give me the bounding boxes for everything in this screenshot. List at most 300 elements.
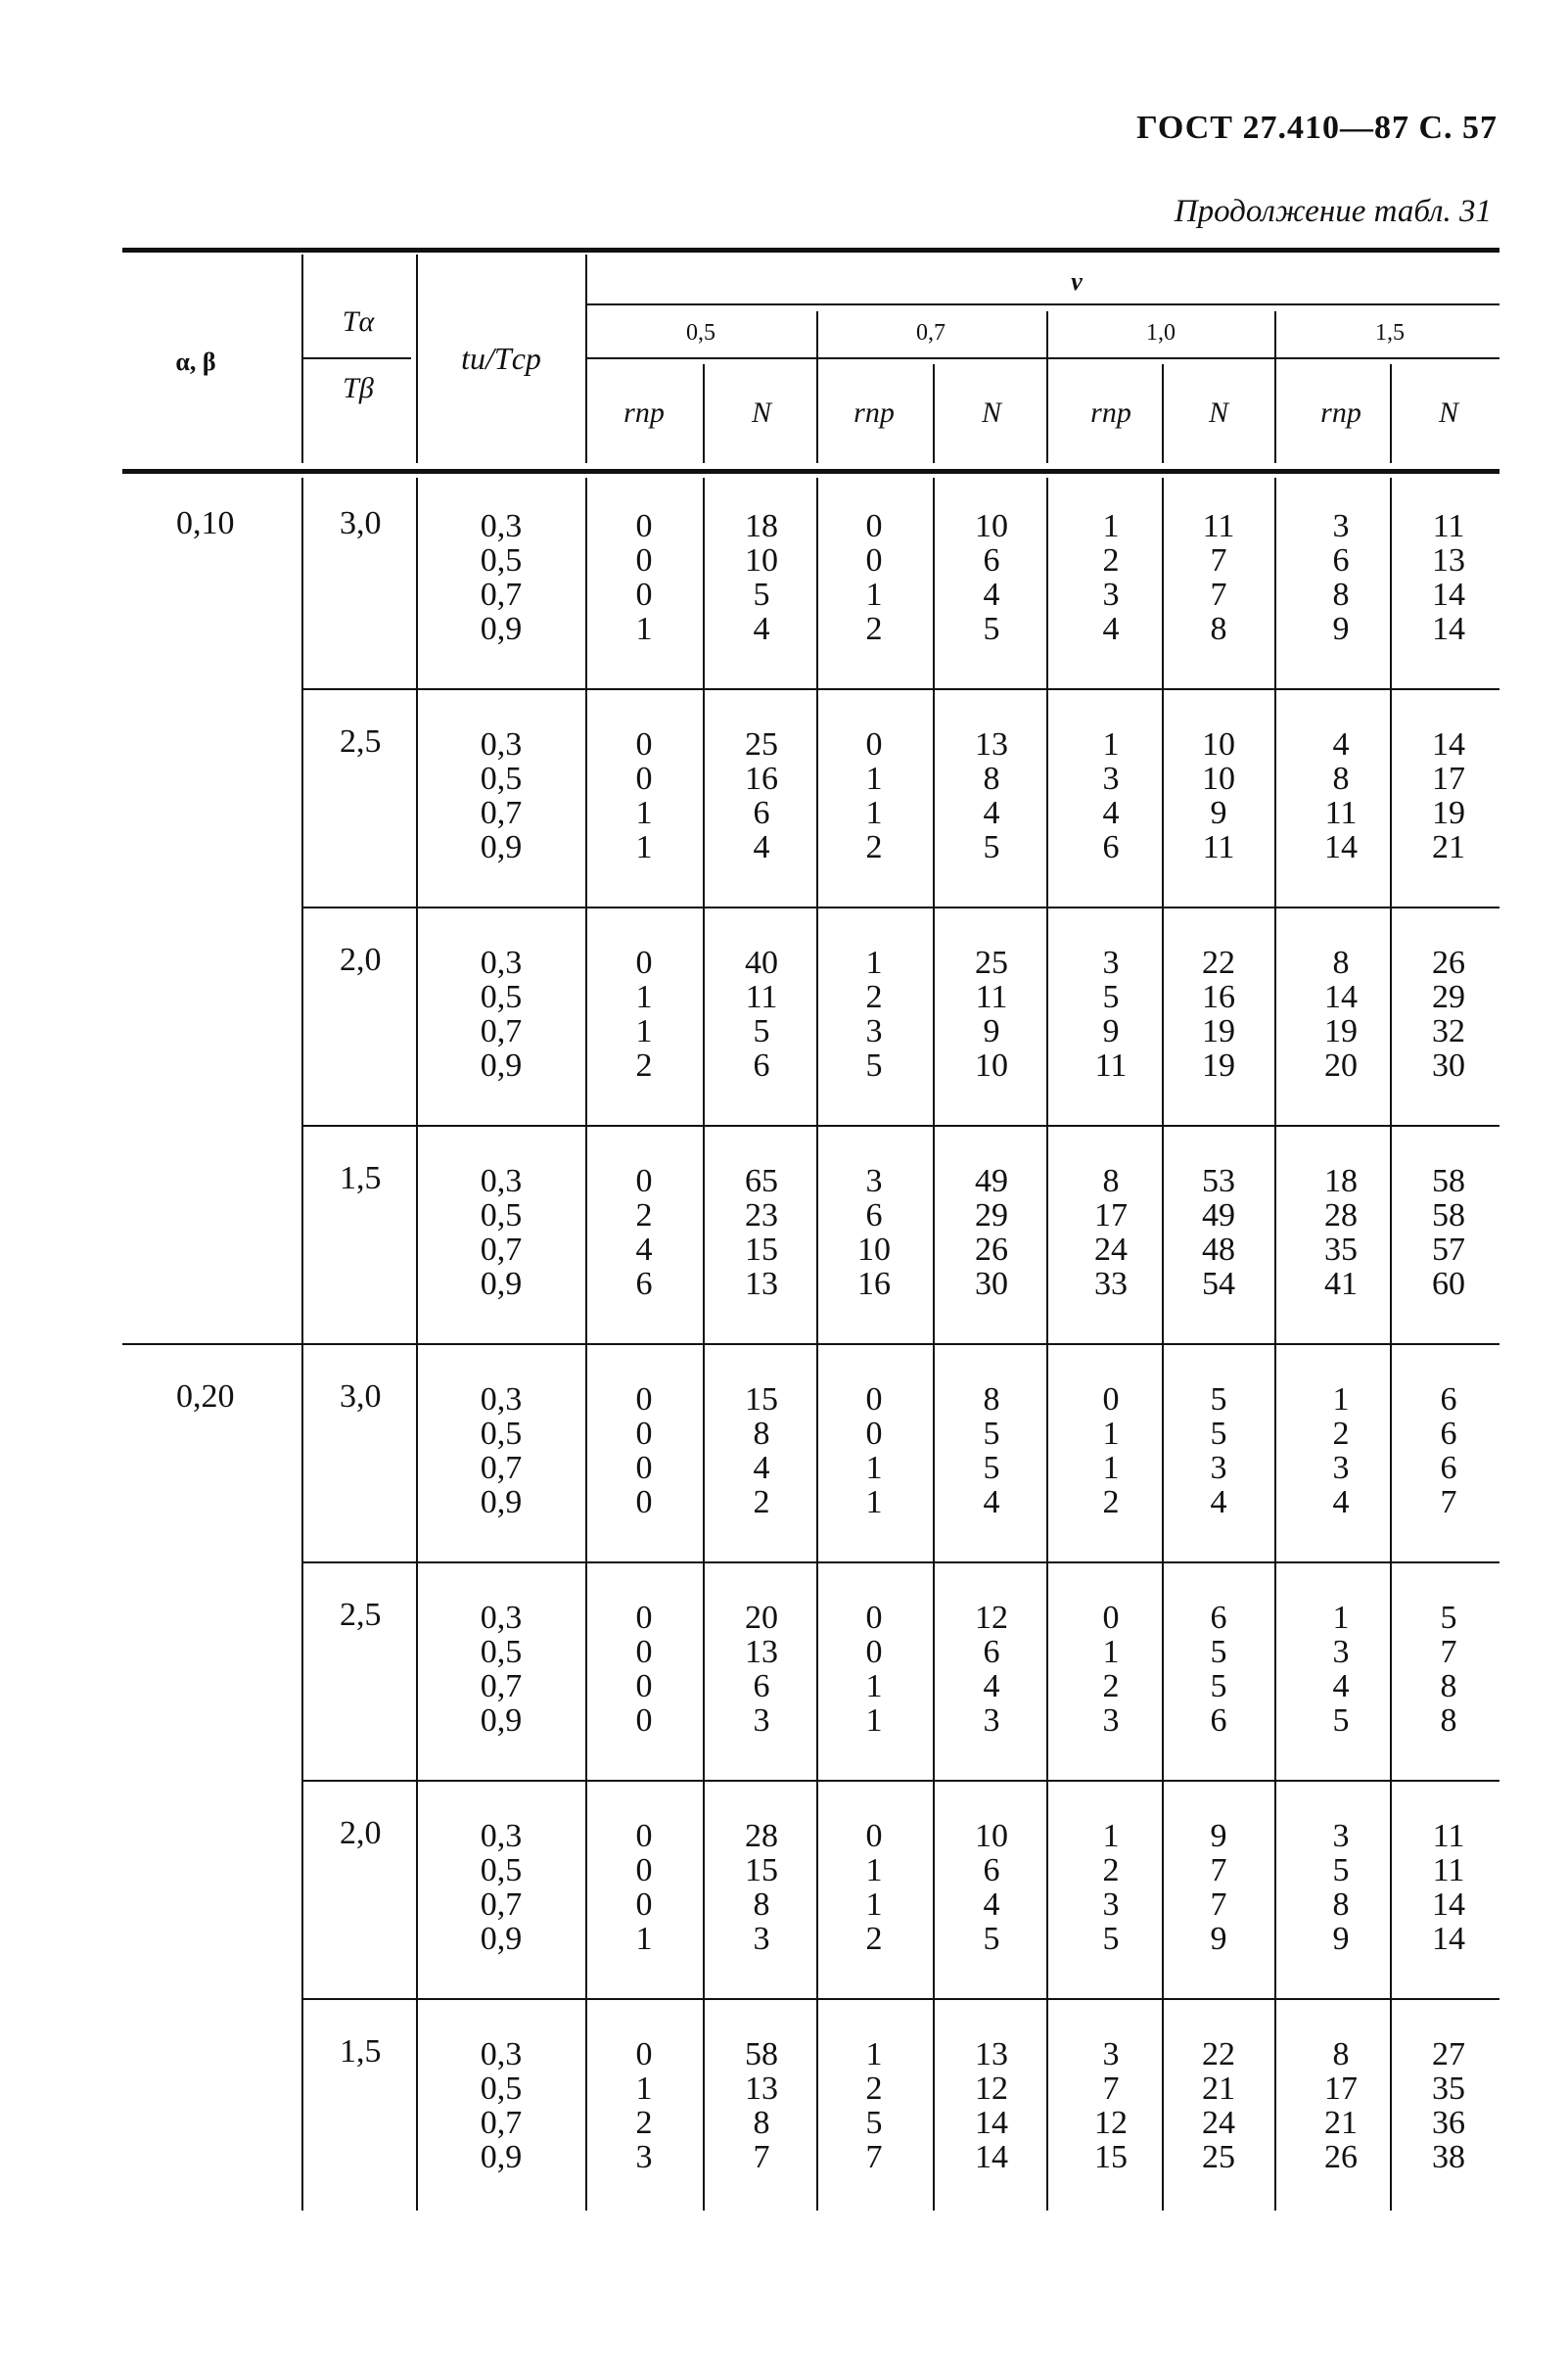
table-cell: 57 [1432,1232,1465,1268]
table-cell: 3 [1332,1818,1350,1854]
table-cell: 7 [1210,1852,1227,1888]
table-cell: 0 [635,1702,653,1739]
column-divider [301,478,303,2211]
n-column [722,1601,801,1738]
table-cell: 3 [1102,577,1120,613]
table-cell: 26 [1432,945,1465,981]
n-header: N [751,396,772,429]
table-cell: 8 [753,1886,770,1923]
table-cell: 11 [1094,1047,1128,1084]
table-cell: 49 [1202,1197,1235,1234]
table-cell: 0 [635,1600,653,1636]
table-cell: 18 [745,508,778,544]
table-cell: 0 [865,1416,883,1452]
table-cell: 7 [1210,542,1227,579]
table-cell: 0 [635,1818,653,1854]
n-column [722,727,801,864]
table-cell: 6 [1210,1702,1227,1739]
n-column [1179,727,1258,864]
ti-tsr-value: 0,9 [480,1484,523,1520]
ti-tsr-column [462,1382,540,1519]
table-cell: 8 [1440,1668,1457,1704]
table-cell: 0 [865,1634,883,1670]
table-cell: 15 [745,1852,778,1888]
table-cell: 11 [975,979,1008,1015]
table-cell: 1 [865,1702,883,1739]
ti-tsr-value: 0,7 [480,1886,523,1923]
r-pr-column [1302,1382,1380,1519]
v-value-header: 0,5 [686,320,715,346]
n-column [952,1164,1031,1301]
table-cell: 35 [1324,1232,1358,1268]
table-cell: 3 [865,1163,883,1199]
table-cell: 25 [1202,2139,1235,2175]
page-header: ГОСТ 27.410—87 С. 57 [1136,110,1498,146]
n-column [1179,1601,1258,1738]
tratio-value: 3,0 [340,1378,382,1415]
ti-tsr-value: 0,9 [480,1047,523,1084]
r-pr-column [1302,1164,1380,1301]
rule-line [301,688,1499,690]
tratio-value: 2,0 [340,1815,382,1851]
table-cell: 11 [1432,508,1465,544]
column-divider [416,478,418,2211]
table-cell: 1 [1102,1634,1120,1670]
table-cell: 5 [1210,1381,1227,1418]
ti-tsr-value: 0,5 [480,1634,523,1670]
table-cell: 1 [1102,1818,1120,1854]
table-cell: 2 [635,1047,653,1084]
table-cell: 1 [635,1013,653,1049]
r-pr-column [605,1601,683,1738]
table-cell: 3 [635,2139,653,2175]
table-cell: 6 [865,1197,883,1234]
table-cell: 8 [1332,945,1350,981]
table-cell: 2 [1102,1484,1120,1520]
table-cell: 0 [635,1852,653,1888]
r-pr-column [835,1819,913,1956]
table-cell: 1 [865,761,883,797]
table-cell: 6 [635,1266,653,1302]
table-cell: 0 [865,1818,883,1854]
table-cell: 17 [1324,2071,1358,2107]
tratio-value: 1,5 [340,1160,382,1196]
n-column [1409,1819,1488,1956]
table-cell: 2 [1102,1668,1120,1704]
table-cell: 4 [1102,611,1120,647]
n-column [1409,1382,1488,1519]
ti-tsr-value: 0,5 [480,542,523,579]
rule-line [122,469,1499,474]
table-cell: 6 [1440,1416,1457,1452]
table-cell: 4 [983,1484,1000,1520]
table-cell: 6 [753,1047,770,1084]
table-cell: 26 [975,1232,1008,1268]
table-cell: 5 [1332,1852,1350,1888]
table-cell: 2 [865,979,883,1015]
table-cell: 7 [1210,577,1227,613]
table-cell: 16 [857,1266,891,1302]
ti-tsr-value: 0,5 [480,979,523,1015]
rule-line [301,1780,1499,1782]
table-cell: 30 [1432,1047,1465,1084]
ti-tsr-column [462,2037,540,2174]
table-cell: 30 [975,1266,1008,1302]
table-cell: 3 [1102,2036,1120,2072]
table-cell: 7 [753,2139,770,2175]
table-cell: 60 [1432,1266,1465,1302]
table-cell: 5 [753,577,770,613]
table-cell: 14 [1324,979,1358,1015]
n-column [1179,2037,1258,2174]
n-column [1179,1382,1258,1519]
table-cell: 2 [865,2071,883,2107]
table-cell: 9 [1332,1921,1350,1957]
table-cell: 65 [745,1163,778,1199]
ti-tsr-column [462,1819,540,1956]
table-cell: 8 [753,2105,770,2141]
table-cell: 9 [1210,795,1227,831]
r-pr-column [835,2037,913,2174]
table-cell: 5 [1440,1600,1457,1636]
table-cell: 25 [975,945,1008,981]
table-cell: 12 [975,2071,1008,2107]
ti-tsr-value: 0,9 [480,611,523,647]
column-header-alpha-beta: α, β [175,348,216,376]
table-cell: 41 [1324,1266,1358,1302]
table-cell: 9 [1210,1818,1227,1854]
ti-tsr-value: 0,7 [480,795,523,831]
table-cell: 3 [1210,1450,1227,1486]
table-cell: 14 [1432,726,1465,763]
n-column [952,1819,1031,1956]
alpha-beta-value: 0,20 [176,1378,235,1415]
rule-line [122,248,1499,253]
table-cell: 16 [745,761,778,797]
n-column [952,2037,1031,2174]
rule-line [585,303,1499,305]
ti-tsr-value: 0,7 [480,1013,523,1049]
table-cell: 3 [1332,1634,1350,1670]
ti-tsr-value: 0,7 [480,577,523,613]
table-cell: 1 [635,829,653,865]
table-cell: 14 [1432,1921,1465,1957]
table-cell: 0 [865,508,883,544]
table-cell: 8 [983,1381,1000,1418]
table-cell: 4 [983,1668,1000,1704]
table-cell: 8 [1210,611,1227,647]
table-cell: 6 [983,542,1000,579]
table-cell: 1 [865,1668,883,1704]
table-cell: 17 [1432,761,1465,797]
table-cell: 2 [635,1197,653,1234]
table-cell: 14 [975,2139,1008,2175]
n-column [1409,727,1488,864]
r-pr-column [1072,1164,1150,1301]
table-cell: 5 [1102,979,1120,1015]
table-cell: 6 [1440,1450,1457,1486]
table-cell: 11 [1432,1852,1465,1888]
table-cell: 9 [1102,1013,1120,1049]
column-divider [585,255,587,463]
table-cell: 33 [1094,1266,1128,1302]
table-cell: 10 [975,1818,1008,1854]
ti-tsr-value: 0,5 [480,1197,523,1234]
table-cell: 5 [983,1416,1000,1452]
table-cell: 0 [635,1416,653,1452]
ti-tsr-value: 0,3 [480,1818,523,1854]
r-pr-column [605,509,683,646]
table-cell: 2 [865,1921,883,1957]
table-cell: 0 [865,1381,883,1418]
ti-tsr-value: 0,7 [480,1232,523,1268]
rule-line [301,357,411,359]
table-cell: 0 [865,1600,883,1636]
table-cell: 0 [635,726,653,763]
table-cell: 6 [753,795,770,831]
table-cell: 7 [1102,2071,1120,2107]
table-cell: 4 [753,829,770,865]
table-cell: 1 [635,611,653,647]
table-cell: 9 [983,1013,1000,1049]
table-cell: 17 [1094,1197,1128,1234]
table-cell: 4 [983,1886,1000,1923]
r-pr-column [605,727,683,864]
table-cell: 8 [1332,1886,1350,1923]
rule-line [301,1998,1499,2000]
table-cell: 5 [1210,1668,1227,1704]
table-cell: 0 [635,1886,653,1923]
n-column [952,509,1031,646]
table-cell: 40 [745,945,778,981]
column-divider [1162,364,1164,463]
column-divider [1390,364,1392,463]
ti-tsr-value: 0,9 [480,2139,523,2175]
table-cell: 5 [1102,1921,1120,1957]
table-cell: 13 [745,1266,778,1302]
alpha-beta-value: 0,10 [176,505,235,541]
table-cell: 14 [1432,611,1465,647]
table-cell: 54 [1202,1266,1235,1302]
table-cell: 26 [1324,2139,1358,2175]
table-cell: 13 [1432,542,1465,579]
table-cell: 0 [635,1381,653,1418]
table-cell: 1 [635,1921,653,1957]
table-cell: 4 [1210,1484,1227,1520]
table-cell: 14 [975,2105,1008,2141]
table-cell: 8 [753,1416,770,1452]
column-header-t-beta: Tβ [343,372,374,404]
rule-line [585,357,1499,359]
table-cell: 49 [975,1163,1008,1199]
table-cell: 16 [1202,979,1235,1015]
v-value-header: 0,7 [916,320,945,346]
r-pr-column [835,946,913,1083]
table-cell: 38 [1432,2139,1465,2175]
table-cell: 15 [745,1232,778,1268]
table-cell: 0 [635,1634,653,1670]
table-cell: 7 [865,2139,883,2175]
table-cell: 48 [1202,1232,1235,1268]
table-cell: 4 [1332,1668,1350,1704]
table-cell: 12 [1094,2105,1128,2141]
table-cell: 1 [1102,1450,1120,1486]
column-divider [1390,478,1392,2211]
r-pr-column [1302,727,1380,864]
tratio-value: 1,5 [340,2033,382,2070]
r-pr-column [605,1819,683,1956]
column-divider [1046,478,1048,2211]
r-pr-column [1302,1601,1380,1738]
r-pr-column [1072,1382,1150,1519]
r-pr-column [1072,2037,1150,2174]
table-cell: 29 [1432,979,1465,1015]
table-cell: 0 [635,945,653,981]
table-cell: 10 [745,542,778,579]
n-column [1409,946,1488,1083]
table-cell: 22 [1202,945,1235,981]
table-cell: 4 [1332,1484,1350,1520]
rule-line [301,1125,1499,1127]
table-cell: 24 [1202,2105,1235,2141]
n-column [1409,1164,1488,1301]
n-column [952,1382,1031,1519]
table-cell: 1 [865,1484,883,1520]
table-cell: 20 [745,1600,778,1636]
table-cell: 0 [1102,1600,1120,1636]
table-cell: 58 [1432,1163,1465,1199]
n-column [1179,946,1258,1083]
table-cell: 14 [1324,829,1358,865]
tratio-value: 2,5 [340,723,382,760]
table-cell: 1 [865,945,883,981]
table-cell: 14 [1432,1886,1465,1923]
r-pr-column [1072,509,1150,646]
table-cell: 11 [1432,1818,1465,1854]
r-pr-column [605,1382,683,1519]
r-pr-column [1072,727,1150,864]
ti-tsr-value: 0,5 [480,1852,523,1888]
table-cell: 8 [1332,2036,1350,2072]
table-cell: 8 [1332,761,1350,797]
ti-tsr-value: 0,5 [480,2071,523,2107]
n-column [722,509,801,646]
n-header: N [1208,396,1229,429]
ti-tsr-value: 0,3 [480,2036,523,2072]
column-divider [416,255,418,463]
table-cell: 23 [745,1197,778,1234]
column-divider [703,478,705,2211]
table-cell: 5 [983,611,1000,647]
table-cell: 13 [975,726,1008,763]
n-column [1179,1164,1258,1301]
table-cell: 10 [857,1232,891,1268]
ti-tsr-value: 0,5 [480,1416,523,1452]
r-pr-header: rпр [853,396,895,429]
tratio-value: 2,5 [340,1597,382,1633]
r-pr-column [1302,946,1380,1083]
table-cell: 21 [1202,2071,1235,2107]
n-column [722,2037,801,2174]
table-cell: 6 [983,1634,1000,1670]
rule-line [301,1561,1499,1563]
table-cell: 36 [1432,2105,1465,2141]
table-continuation-caption: Продолжение табл. 31 [1174,194,1492,229]
r-pr-header: rпр [1320,396,1361,429]
r-pr-column [1072,946,1150,1083]
n-column [1179,509,1258,646]
table-cell: 1 [1102,508,1120,544]
table-cell: 3 [1332,508,1350,544]
table-cell: 3 [1102,1702,1120,1739]
column-header-t-alpha: Tα [342,305,375,338]
rule-line [122,1343,1499,1345]
table-cell: 0 [635,508,653,544]
table-cell: 14 [1432,577,1465,613]
table-cell: 10 [1202,726,1235,763]
table-cell: 24 [1094,1232,1128,1268]
column-divider [1274,311,1276,463]
table-cell: 22 [1202,2036,1235,2072]
table-cell: 4 [983,795,1000,831]
table-cell: 1 [635,795,653,831]
ti-tsr-column [462,727,540,864]
table-cell: 6 [983,1852,1000,1888]
column-divider [933,478,935,2211]
table-cell: 3 [1332,1450,1350,1486]
r-pr-column [605,2037,683,2174]
ti-tsr-value: 0,7 [480,1450,523,1486]
table-cell: 2 [635,2105,653,2141]
tratio-value: 3,0 [340,505,382,541]
table-cell: 10 [975,1047,1008,1084]
table-cell: 19 [1432,795,1465,831]
table-cell: 11 [1202,829,1235,865]
v-value-header: 1,0 [1146,320,1176,346]
table-cell: 15 [745,1381,778,1418]
table-cell: 35 [1432,2071,1465,2107]
table-cell: 1 [635,979,653,1015]
r-pr-column [1302,2037,1380,2174]
table-cell: 2 [1102,542,1120,579]
table-cell: 19 [1324,1013,1358,1049]
ti-tsr-value: 0,3 [480,508,523,544]
table-cell: 6 [1332,542,1350,579]
table-cell: 5 [983,1450,1000,1486]
table-cell: 5 [983,1921,1000,1957]
column-divider [816,311,818,463]
n-header: N [1438,396,1459,429]
table-cell: 32 [1432,1013,1465,1049]
n-column [722,1819,801,1956]
table-cell: 1 [865,1886,883,1923]
table-cell: 10 [1202,761,1235,797]
table-cell: 3 [865,1013,883,1049]
ti-tsr-value: 0,9 [480,1921,523,1957]
table-cell: 7 [1210,1886,1227,1923]
table-cell: 0 [635,761,653,797]
table-cell: 0 [1102,1381,1120,1418]
n-column [1179,1819,1258,1956]
tratio-value: 2,0 [340,942,382,978]
table-cell: 1 [1332,1600,1350,1636]
table-cell: 28 [1324,1197,1358,1234]
table-cell: 2 [1332,1416,1350,1452]
table-cell: 0 [635,542,653,579]
v-value-header: 1,5 [1375,320,1405,346]
table-cell: 5 [1210,1634,1227,1670]
table-cell: 12 [975,1600,1008,1636]
